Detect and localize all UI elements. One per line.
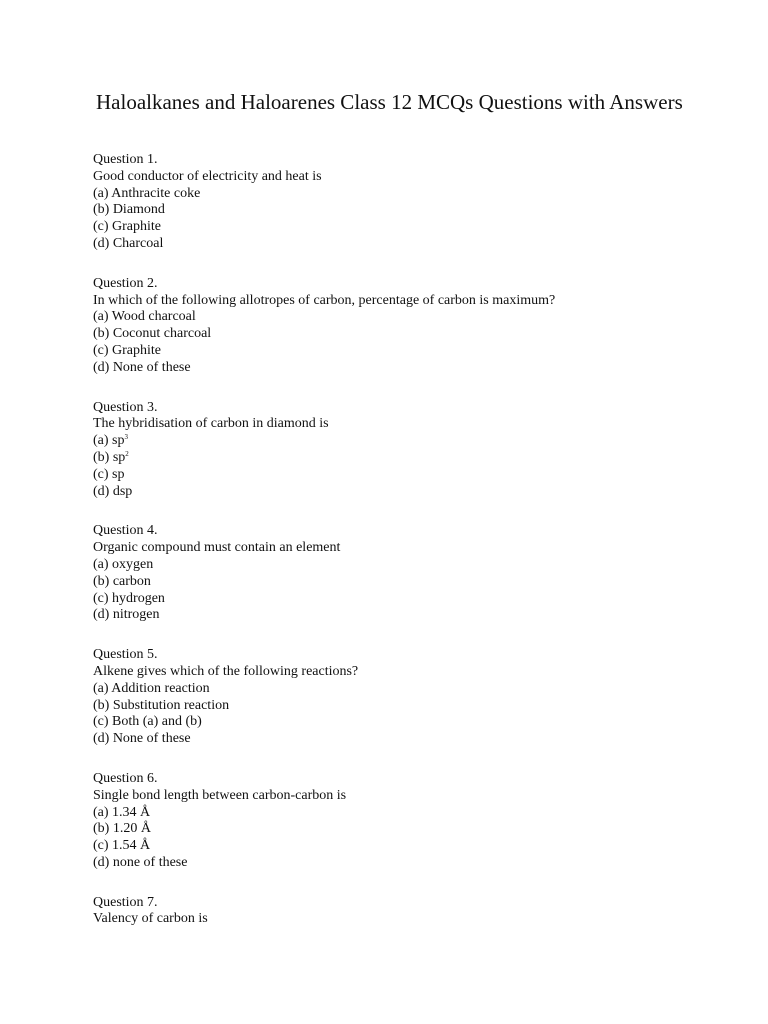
question-block [93, 771, 713, 872]
answer-option: (c) Graphite [93, 342, 162, 358]
answer-option: (b) carbon [93, 573, 151, 589]
question-label: Question 3. [93, 399, 158, 415]
answer-option: (c) Both (a) and (b) [93, 714, 202, 730]
option-superscript: 3 [124, 433, 128, 442]
answer-option: (c) hydrogen [93, 590, 165, 606]
question-block [93, 523, 713, 624]
answer-option: (d) Charcoal [93, 235, 164, 251]
question-label: Question 5. [93, 647, 158, 663]
question-block [93, 647, 713, 748]
answer-option: (c) Graphite [93, 219, 162, 235]
answer-option: (d) nitrogen [93, 607, 160, 623]
answer-option: (a) 1.34 Å [93, 804, 151, 820]
answer-option: (b) Diamond [93, 202, 165, 218]
answer-option: (a) Anthracite coke [93, 185, 201, 201]
option-text: (b) sp [93, 449, 126, 465]
question-text: Organic compound must contain an element [93, 540, 341, 556]
question-text: Single bond length between carbon-carbon is [93, 787, 347, 803]
answer-option: (c) sp [93, 466, 125, 482]
question-block [93, 276, 713, 377]
question-label: Question 4. [93, 523, 158, 539]
answer-option: (b) Substitution reaction [93, 697, 230, 713]
answer-option: (a) Wood charcoal [93, 309, 196, 325]
question-list [93, 152, 713, 951]
answer-option [93, 450, 713, 467]
question-label: Question 7. [93, 894, 158, 910]
question-text: Good conductor of electricity and heat is [93, 168, 322, 184]
option-superscript: 2 [125, 449, 129, 458]
question-text: Valency of carbon is [93, 911, 208, 927]
answer-option: (d) None of these [93, 731, 191, 747]
answer-option: (a) oxygen [93, 556, 154, 572]
question-label: Question 6. [93, 770, 158, 786]
answer-option: (b) Coconut charcoal [93, 326, 212, 342]
answer-option: (b) 1.20 Å [93, 821, 151, 837]
question-block [93, 400, 713, 501]
question-block [93, 152, 713, 253]
answer-option: (a) Addition reaction [93, 680, 210, 696]
answer-option: (c) 1.54 Å [93, 838, 151, 854]
question-block [93, 895, 713, 929]
option-text: (a) sp [93, 433, 125, 449]
document-title: Haloalkanes and Haloarenes Class 12 MCQs Questions with Answers [96, 90, 683, 114]
question-label: Question 1. [93, 152, 158, 167]
question-text: Alkene gives which of the following reactions? [93, 663, 359, 679]
answer-option: (d) None of these [93, 359, 191, 375]
question-text: In which of the following allotropes of carbon, percentage of carbon is maximum? [93, 292, 556, 308]
answer-option: (d) none of these [93, 854, 188, 870]
question-label: Question 2. [93, 275, 158, 291]
answer-option: (d) dsp [93, 483, 133, 499]
question-text: The hybridisation of carbon in diamond is [93, 416, 329, 432]
answer-option [93, 433, 713, 450]
